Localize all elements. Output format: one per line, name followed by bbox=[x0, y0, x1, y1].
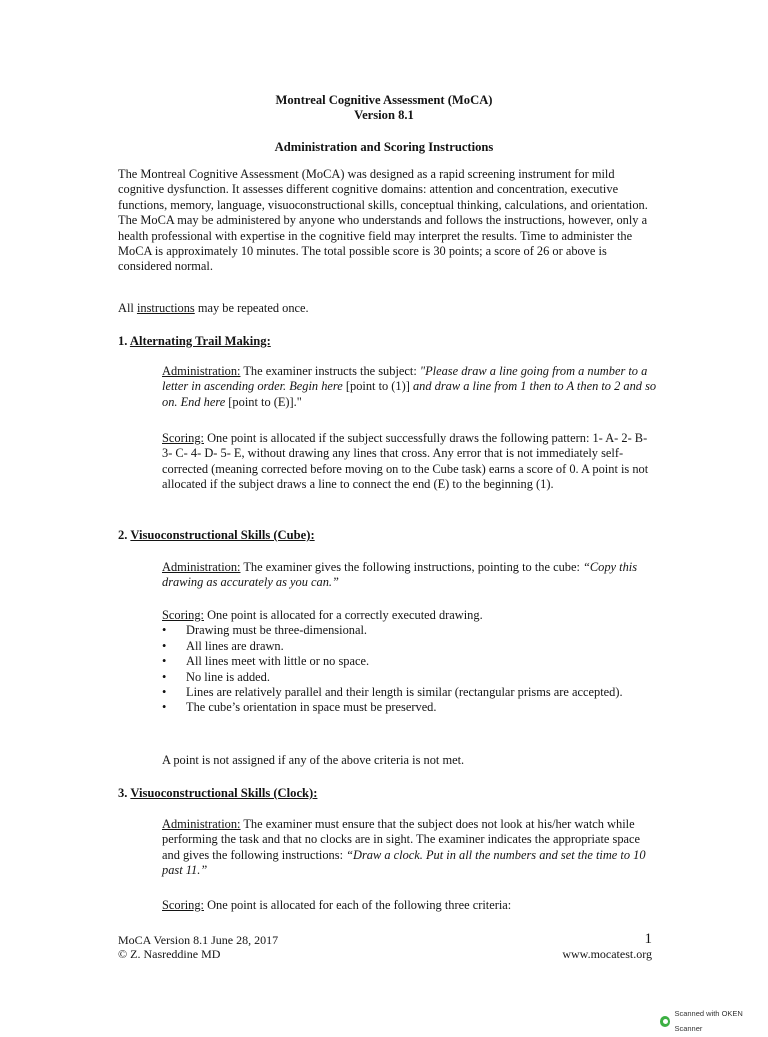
list-item bbox=[162, 654, 657, 669]
cube-criteria-list bbox=[162, 623, 657, 715]
repeat-instructions: instructions bbox=[136, 301, 195, 315]
scanner-watermark bbox=[660, 1006, 768, 1037]
section-2-administration bbox=[162, 560, 657, 591]
page-number: 1 bbox=[644, 931, 652, 947]
administration-text: The examiner instructs the subject: bbox=[240, 364, 420, 378]
scoring-line bbox=[162, 608, 657, 623]
administration-label: Administration: bbox=[162, 560, 241, 574]
footer-right bbox=[500, 931, 652, 961]
list-item-text: Lines are relatively parallel and their length is similar (rectangular prisms are accepted). bbox=[186, 685, 623, 700]
section-2-heading bbox=[118, 528, 653, 543]
administration-quote-2: and draw a line from 1 then to A then to 2 and so on. End here bbox=[162, 379, 657, 409]
list-item bbox=[162, 685, 657, 700]
list-item-text: No line is added. bbox=[186, 669, 270, 684]
list-item bbox=[162, 639, 657, 654]
repeat-post: may be repeated once. bbox=[194, 301, 309, 315]
bullet-icon: • bbox=[162, 638, 167, 653]
administration-text: The examiner gives the following instructions, pointing to the cube: bbox=[240, 560, 583, 574]
section-1-heading bbox=[118, 334, 653, 349]
document-subtitle: Administration and Scoring Instructions bbox=[274, 140, 494, 154]
bullet-icon: • bbox=[162, 654, 167, 669]
section-1-scoring bbox=[162, 431, 657, 493]
section-3-heading bbox=[118, 786, 653, 801]
administration-label: Administration: bbox=[162, 817, 241, 831]
administration-bracket-2: [point to (E)]." bbox=[225, 394, 302, 409]
list-item-text: The cube’s orientation in space must be preserved. bbox=[186, 700, 437, 715]
document-title bbox=[118, 93, 650, 124]
list-item-text: Drawing must be three-dimensional. bbox=[186, 623, 367, 638]
list-item-text: All lines meet with little or no space. bbox=[186, 654, 370, 669]
list-item bbox=[162, 623, 657, 638]
title-line-1: Montreal Cognitive Assessment (MoCA) bbox=[275, 93, 493, 107]
section-3-title: Visuoconstructional Skills (Clock): bbox=[130, 786, 318, 800]
scoring-label: Scoring: bbox=[162, 431, 204, 445]
footer-website: www.mocatest.org bbox=[562, 947, 652, 961]
bullet-icon: • bbox=[162, 685, 167, 700]
footer-copyright: © Z. Nasreddine MD bbox=[118, 947, 221, 961]
list-item bbox=[162, 700, 657, 715]
section-3-scoring bbox=[162, 898, 657, 913]
section-2-title: Visuoconstructional Skills (Cube): bbox=[130, 528, 315, 542]
section-2-scoring bbox=[162, 608, 657, 716]
scoring-label: Scoring: bbox=[162, 898, 204, 912]
scoring-label: Scoring: bbox=[162, 608, 204, 622]
administration-quote: “Draw a clock. Put in all the numbers and set the time to 10 past 11.” bbox=[162, 847, 646, 878]
bullet-icon: • bbox=[162, 669, 167, 684]
section-1-number: 1. bbox=[118, 334, 130, 348]
scoring-text: One point is allocated for each of the following three criteria: bbox=[204, 898, 512, 912]
bullet-icon: • bbox=[162, 623, 167, 638]
administration-text: The examiner must ensure that the subject does not look at his/her watch while performing the task and that no clocks are in sight. The examiner indicates the appropriate space and gives the following instructions: bbox=[162, 817, 641, 862]
intro-paragraph: The Montreal Cognitive Assessment (MoCA) was designed as a rapid screening instrument for mild cognitive dysfunction. It assesses different cognitive domains: attention and concentration, executive functions, memory, language, visuoconstructional skills, conceptual thinking, calculations, and orientation. The MoCA may be administered by anyone who understands and follows the instructions, however, only a health professional with expertise in the cognitive field may interpret the results. Time to administer the MoCA is approximately 10 minutes. The total possible score is 30 points; a score of 26 or above is considered normal. bbox=[118, 167, 648, 274]
repeat-pre: All bbox=[118, 301, 137, 315]
section-1-title: Alternating Trail Making: bbox=[129, 334, 271, 348]
repeat-note bbox=[118, 301, 653, 316]
section-3-administration bbox=[162, 817, 657, 879]
list-item bbox=[162, 670, 657, 685]
scoring-text: One point is allocated for a correctly executed drawing. bbox=[204, 608, 483, 622]
title-line-2: Version 8.1 bbox=[354, 108, 414, 123]
administration-bracket-1: [point to (1)] bbox=[342, 379, 413, 394]
footer-version: MoCA Version 8.1 June 28, 2017 bbox=[118, 933, 279, 947]
footer-left bbox=[118, 933, 378, 961]
section-1-administration bbox=[162, 364, 657, 410]
section-2-number: 2. bbox=[118, 528, 131, 542]
section-2-note: A point is not assigned if any of the above criteria is not met. bbox=[162, 753, 465, 767]
scoring-text: One point is allocated if the subject successfully draws the following pattern: 1- A- 2- B- 3- C- 4- D- 5- E, without drawing any lines that cross. Any error that is not immediately self-corrected (meaning corrected before moving on to the Cube task) earns a score of 0. A point is not allocated if the subject draws a line to connect the end (E) to the beginning (1). bbox=[162, 431, 649, 492]
bullet-icon: • bbox=[162, 700, 167, 715]
section-3-number: 3. bbox=[118, 786, 131, 800]
oken-scanner-logo-icon bbox=[660, 1016, 670, 1027]
list-item-text: All lines are drawn. bbox=[186, 638, 284, 653]
administration-label: Administration: bbox=[162, 364, 241, 378]
scanner-label: Scanned with OKEN Scanner bbox=[674, 1009, 743, 1034]
administration-quote-1: "Please draw a line going from a number to a letter in ascending order. Begin here bbox=[162, 364, 648, 394]
administration-quote: “Copy this drawing as accurately as you can.” bbox=[162, 560, 638, 590]
